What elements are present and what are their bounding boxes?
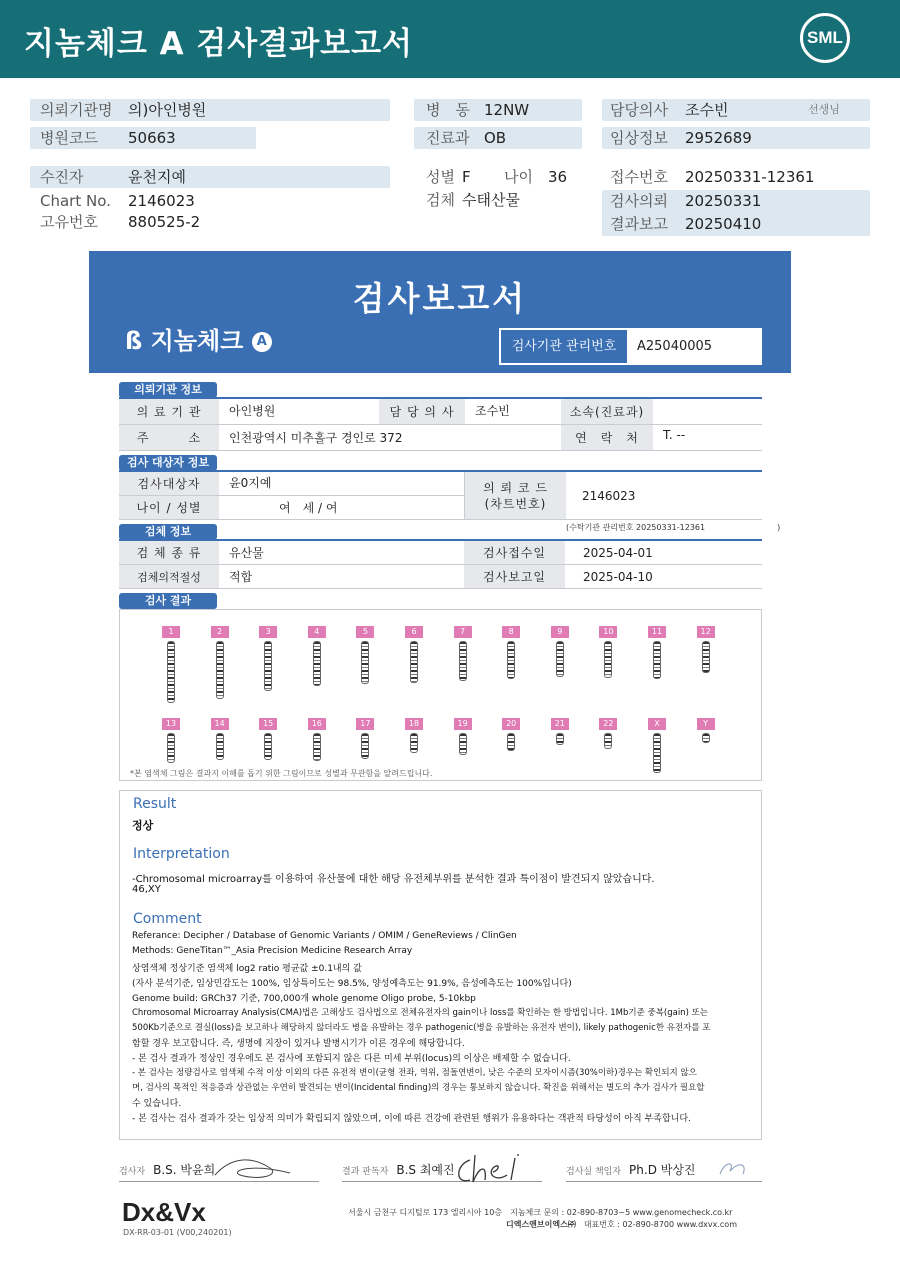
inst-addr-label: 주 소 [119,425,219,450]
chromosome-ideogram [604,641,612,678]
report-title: 검사보고서 [352,279,528,318]
specimen-label: 검체 [426,191,455,209]
chromosome-label: 13 [162,718,180,730]
sex-label: 성별 [426,168,455,186]
subject-name-label: 검사대상자 [119,472,219,495]
inst-dept-label: 소속(진료과) [561,399,653,424]
tester-signature [119,1161,215,1178]
request-label: 검사의뢰 [610,192,668,210]
specimen-row-1 [119,541,762,565]
signature-scribble-1 [210,1153,300,1183]
chromosome-label: 22 [599,718,617,730]
inst-addr-value: 인천광역시 미추홀구 경인로 372 [229,431,403,445]
section-result: 검사 결과 [119,593,217,609]
chromosome-label: 16 [308,718,326,730]
comment-line: 함할 경우 보고합니다. 즉, 생명에 지장이 있거나 발병시기가 이른 경우에 해당합니다. [132,1039,465,1049]
dxvx-logo: Dx&Vx [122,1197,206,1227]
karyotype-panel [119,609,762,781]
footer-addr: 서울시 금천구 디지털로 173 엘리시아 10층 [348,1208,503,1217]
chromosome-label: 8 [502,626,520,638]
chart-label: Chart No. [40,192,111,210]
inst-table [119,397,762,451]
head-signature [566,1161,696,1178]
chromosome-ideogram [361,733,369,759]
footer-contact2: 대표번호 : 02-890-8700 www.dxvx.com [583,1220,737,1229]
doctor-value: 조수빈 [685,101,729,119]
chromosome-label: 3 [259,626,277,638]
judge-label: 결과 판독자 [342,1167,389,1177]
subject-row-1 [119,472,464,496]
chromosome-ideogram [702,733,710,743]
section-inst: 의뢰기관 정보 [119,382,217,398]
interpretation-line-1: -Chromosomal microarray를 이용하여 유산물에 대한 해당 유전체부위를 분석한 결과 특이점이 발견되지 않았습니다. [132,874,655,885]
chromosome-ideogram [459,641,467,681]
request-report-box [602,190,870,236]
chromosome-label: 10 [599,626,617,638]
result-heading: Result [133,796,177,812]
report-label: 결과보고 [610,215,668,233]
age-label: 나이 [504,168,533,186]
chromosome-ideogram [653,733,661,773]
sml-logo: SML [800,13,850,63]
logo-badge: A [252,332,272,352]
inst-doctor-value: 조수빈 [475,404,510,418]
genomecheck-logo-text: 지놈체크 [150,327,244,355]
id-row [30,211,390,233]
comment-line: 500Kb기준으로 결실(loss)을 보고하나 해당하지 않더라도 병을 유발하는 경우 pathogenic(병을 유발하는 유전자 변이), likely pathogenic한 유전자를 포 [132,1023,711,1033]
chromosome-ideogram [361,641,369,684]
subject-code-label: 의 뢰 코 드 (차트번호) [465,472,566,519]
doctor-label: 담당의사 [610,101,668,119]
comment-line: Referance: Decipher / Database of Genomic Variants / OMIM / GeneReviews / ClinGen [132,931,517,941]
chromosome-ideogram [410,733,418,753]
hospital-row [30,99,390,121]
inst-name-label: 의 료 기 관 [119,399,219,424]
chromosome-ideogram [556,641,564,677]
chromosome-label: 5 [356,626,374,638]
signature-scribble-2 [455,1150,545,1190]
chromosome-label: X [648,718,666,730]
footer-company [506,1219,737,1230]
chromosome-ideogram [313,641,321,686]
chromosome-ideogram [410,641,418,683]
result-panel [119,790,762,1140]
receipt-row [602,166,870,188]
chromosome-ideogram [507,733,515,751]
doc-code: DX-RR-03-01 (V00,240201) [123,1228,232,1237]
sex-value: F [462,168,471,186]
chromosome-label: 20 [502,718,520,730]
tester-label: 검사자 [119,1167,146,1177]
spec-type-label: 검 체 종 류 [119,541,219,564]
section-specimen: 검체 정보 [119,524,217,540]
clinical-row [602,127,870,149]
chromosome-label: 9 [551,626,569,638]
spec-rep-label: 검사보고일 [464,565,565,588]
chromosome-ideogram [216,641,224,699]
subject-code-block [464,472,762,520]
chromosome-label: 15 [259,718,277,730]
chromosome-ideogram [216,733,224,760]
chromosome-ideogram [264,641,272,691]
ward-row [414,99,582,121]
clinical-label: 임상정보 [610,129,668,147]
signature-scribble-3 [715,1156,755,1180]
report-value: 20250410 [685,215,762,233]
chromosome-ideogram [167,641,175,703]
chart-row [30,190,390,212]
age-value: 36 [548,168,568,186]
chromosome-ideogram [604,733,612,749]
subject-code-value: 2146023 [582,488,636,503]
comment-heading: Comment [133,911,202,927]
spec-type-value: 유산물 [229,546,264,560]
judge-signature [342,1161,455,1178]
chromosome-label: 14 [211,718,229,730]
comment-line: Methods: GeneTitan™_Asia Precision Medicine Research Array [132,946,413,956]
inst-dept-value [653,399,762,424]
genomecheck-logo [125,321,272,356]
inst-row-1 [119,399,762,425]
specimen-ref: (수탁기관 관리번호 20250331-12361 ) [566,523,781,532]
dna-icon: ß [125,327,143,355]
spec-rep-value: 2025-04-10 [583,569,653,584]
comment-line: - 본 검사는 검사 결과가 갖는 임상적 의미가 확립되지 않았으며, 이에 따른 건강에 관련된 행위가 유용하다는 객관적 타당성이 아직 부족합니다. [132,1114,691,1124]
receipt-label: 접수번호 [610,168,668,186]
id-label: 고유번호 [40,213,98,231]
result-value: 정상 [132,819,154,832]
section-subject: 검사 대상자 정보 [119,455,217,471]
patient-value: 윤천지예 [128,168,186,186]
chromosome-label: 12 [697,626,715,638]
comment-line: Genome build: GRCh37 기준, 700,000개 whole genome Oligo probe, 5-10kbp [132,994,476,1004]
dept-value: OB [484,129,507,147]
karyotype-note: *본 염색체 그림은 결과지 이해를 돕기 위한 그림이므로 성별과 무관함을 알려드립니다. [130,769,433,778]
clinical-value: 2952689 [685,129,752,147]
chart-value: 2146023 [128,192,195,210]
footer-company-name: 디엑스앤브이엑스㈜ [506,1220,576,1229]
chromosome-label: 2 [211,626,229,638]
mgmt-number-box [499,328,762,365]
ward-value: 12NW [484,101,530,119]
dept-label: 진료과 [426,129,470,147]
id-value: 880525-2 [128,213,201,231]
chromosome-ideogram [702,641,710,673]
hospital-label: 의뢰기관명 [40,101,113,119]
chromosome-ideogram [167,733,175,763]
comment-line: - 본 검사 결과가 정상인 경우에도 본 검사에 포함되지 않은 다른 미세 부위(locus)의 이상은 배제할 수 없습니다. [132,1054,571,1064]
divider [566,1181,762,1182]
mgmt-label: 검사기관 관리번호 [501,330,627,363]
inst-name-value: 아인병원 [229,404,276,418]
chromosome-label: 17 [356,718,374,730]
chromosome-ideogram [507,641,515,679]
subject-table [119,470,762,520]
comment-line: - 본 검사는 정량검사로 염색체 수적 이상 이외의 다른 유전적 변이(균형 전좌, 역위, 점돌연변이, 낮은 수준의 모자이시즘(30%이하)경우는 확인되지 않으 [132,1068,697,1078]
sex-age-row [414,166,582,188]
footer-address [348,1207,732,1218]
chromosome-label: 21 [551,718,569,730]
spec-fit-label: 검체의적절성 [119,565,219,588]
interpretation-line-2: 46,XY [132,884,161,895]
code-value: 50663 [128,129,176,147]
mgmt-value: A25040005 [637,339,713,354]
inst-doctor-label: 담 당 의 사 [379,399,465,424]
head-label: 검사실 책임자 [566,1167,622,1177]
code-label: 병원코드 [40,129,98,147]
spec-recv-value: 2025-04-01 [583,545,653,560]
page-title: 지놈체크 A 검사결과보고서 [24,26,413,62]
doctor-row [602,99,870,121]
chromosome-label: Y [697,718,715,730]
chromosome-label: 6 [405,626,423,638]
comment-line: 수 있습니다. [132,1099,182,1109]
inst-row-2 [119,425,762,451]
chromosome-label: 1 [162,626,180,638]
chromosome-label: 19 [454,718,472,730]
subject-agesex-label: 나이 / 성별 [119,496,219,519]
comment-line: 상염색체 정상기준 염색체 log2 ratio 평균값 ±0.1내의 값 [132,964,362,974]
chromosome-ideogram [313,733,321,761]
patient-label: 수진자 [40,168,84,186]
tester-name: B.S. 박윤희 [153,1163,216,1177]
footer-contact1: 지놈체크 문의 : 02-890-8703~5 www.genomecheck.co.kr [510,1208,733,1217]
ward-label: 병 동 [426,101,470,119]
judge-name: B.S 최예진 [396,1163,455,1177]
comment-line: 며, 검사의 목적인 적응증과 상관없는 우연히 발견되는 변이(Incidental finding)의 경우는 통보하지 않습니다. 확진을 위해서는 별도의 추가 검사가 필요할 [132,1083,705,1093]
head-name: Ph.D 박상진 [629,1163,696,1177]
hospital-value: 의)아인병원 [128,101,207,119]
chromosome-ideogram [556,733,564,745]
specimen-value: 수태산물 [462,191,520,209]
inst-contact-label: 연 락 처 [561,425,653,450]
chromosome-label: 18 [405,718,423,730]
spec-fit-value: 적합 [229,570,253,584]
report-header [89,251,791,373]
chromosome-label: 4 [308,626,326,638]
subject-row-2 [119,496,464,520]
doctor-suffix: 선생님 [808,103,840,116]
chromosome-ideogram [264,733,272,760]
comment-line: Chromosomal Microarray Analysis(CMA)법은 고해상도 검사법으로 전체유전자의 gain이나 loss를 확인하는 한 방법입니다. 1Mb기준 중복(gain) 또는 [132,1008,709,1018]
receipt-value: 20250331-12361 [685,168,815,186]
chromosome-ideogram [653,641,661,679]
chromosome-ideogram [459,733,467,755]
top-banner [0,0,900,78]
subject-name-value: 윤0지예 [229,476,272,490]
code-row [30,127,256,149]
request-value: 20250331 [685,192,762,210]
patient-row [30,166,390,188]
spec-recv-label: 검사접수일 [464,541,565,564]
chromosome-label: 11 [648,626,666,638]
inst-contact-value: T. -- [663,428,686,442]
chromosome-label: 7 [454,626,472,638]
specimen-row-2 [119,565,762,589]
comment-line: (자사 분석기준, 임상민감도는 100%, 임상특이도는 98.5%, 양성예측도는 91.9%, 음성예측도는 100%입니다) [132,979,572,989]
dept-row [414,127,582,149]
subject-agesex-value: 여 세 / 여 [279,501,338,515]
specimen-row [414,189,582,211]
interpretation-heading: Interpretation [133,846,230,862]
specimen-table [119,539,762,589]
